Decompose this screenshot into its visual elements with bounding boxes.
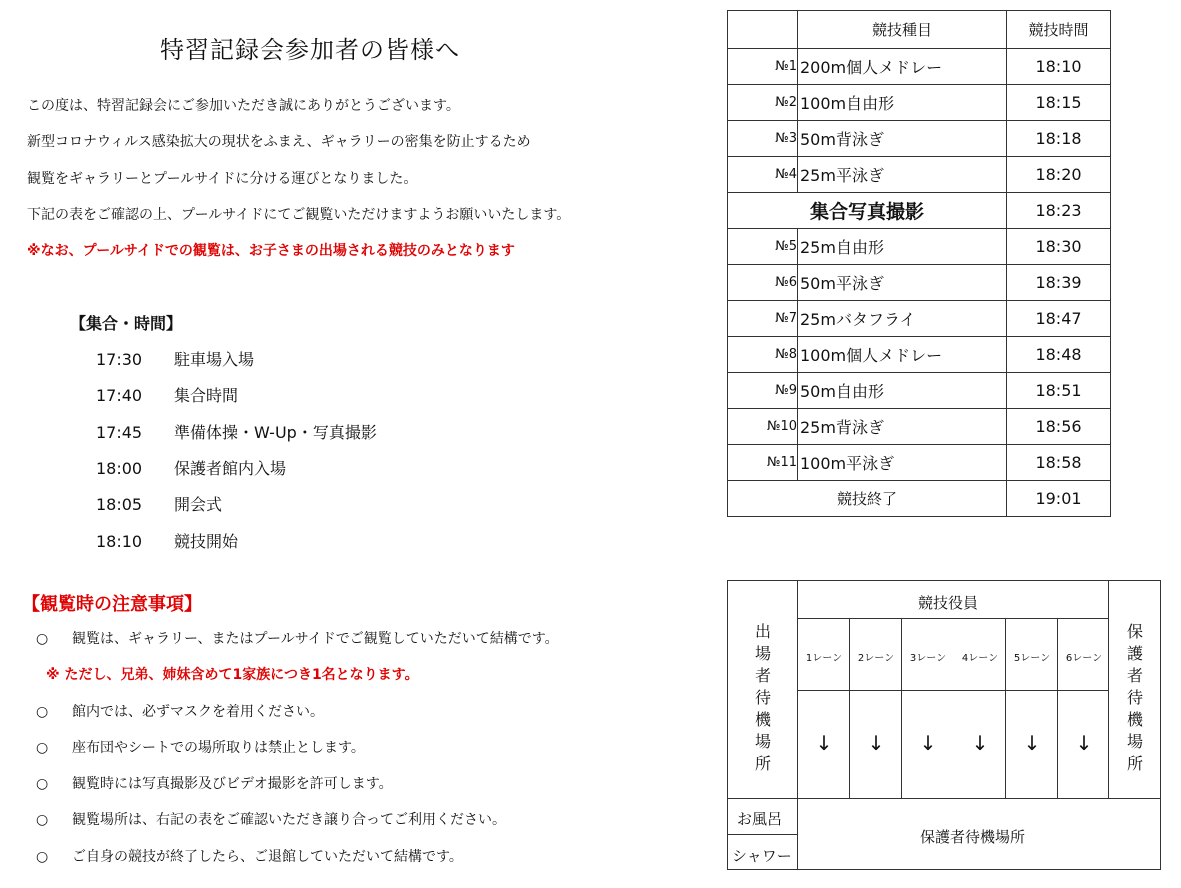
table-row: №1 200m個人メドレー 18:10 bbox=[728, 49, 1111, 85]
down-arrow-icon: ↓ bbox=[867, 731, 885, 755]
events-table bbox=[727, 10, 1111, 517]
circle-bullet-icon: ○ bbox=[36, 776, 49, 792]
down-arrow-icon: ↓ bbox=[919, 731, 937, 755]
down-arrow-icon: ↓ bbox=[971, 731, 989, 755]
note-item: ○ ご自身の競技が終了したら、ご退館していただいて結構です。 bbox=[36, 849, 463, 865]
intro-line-3: 観覧をギャラリーとプールサイドに分ける運びとなりました。 bbox=[27, 171, 418, 187]
lane-label: 1レーン bbox=[805, 653, 843, 664]
down-arrow-icon: ↓ bbox=[1023, 731, 1041, 755]
circle-bullet-icon: ○ bbox=[36, 849, 49, 865]
lane-label: 3レーン bbox=[909, 653, 947, 664]
schedule-row bbox=[96, 383, 238, 406]
schedule-row bbox=[96, 420, 377, 443]
table-row: №7 25mバタフライ 18:47 bbox=[728, 301, 1111, 337]
down-arrow-icon: ↓ bbox=[815, 731, 833, 755]
table-row: №2 100m自由形 18:15 bbox=[728, 85, 1111, 121]
lane-diagram bbox=[727, 580, 1161, 870]
note-item: ○ 観覧場所は、右記の表をご確認いただき譲り合ってご利用ください。 bbox=[36, 812, 506, 828]
intro-line-1: この度は、特習記録会にご参加いただき誠にありがとうございます。 bbox=[27, 98, 460, 114]
athlete-waiting-area: 出 場 者 待 機 場 所 bbox=[754, 622, 771, 773]
table-row: №6 50m平泳ぎ 18:39 bbox=[728, 265, 1111, 301]
table-row: №5 25m自由形 18:30 bbox=[728, 229, 1111, 265]
header-time: 競技時間 bbox=[1007, 11, 1111, 49]
table-row: №9 50m自由形 18:51 bbox=[728, 373, 1111, 409]
note-item: ○ 座布団やシートでの場所取りは禁止とします。 bbox=[36, 740, 365, 756]
schedule-row bbox=[96, 529, 238, 552]
table-row: №11 100m平泳ぎ 18:58 bbox=[728, 445, 1111, 481]
schedule-label: 準備体操・W-Up・写真撮影 bbox=[174, 423, 377, 442]
officials-label: 競技役員 bbox=[918, 594, 979, 612]
lane-label: 5レーン bbox=[1013, 653, 1051, 664]
schedule-label: 保護者館内入場 bbox=[174, 459, 287, 478]
circle-bullet-icon: ○ bbox=[36, 704, 49, 720]
table-row-photo: 集合写真撮影 18:23 bbox=[728, 193, 1111, 229]
schedule-row bbox=[96, 347, 254, 370]
schedule-time: 18:05 bbox=[96, 495, 143, 514]
table-row: №3 50m背泳ぎ 18:18 bbox=[728, 121, 1111, 157]
schedule-label: 競技開始 bbox=[174, 532, 239, 551]
end-label: 競技終了 bbox=[728, 481, 1007, 517]
schedule-label: 駐車場入場 bbox=[174, 350, 255, 369]
schedule-label: 集合時間 bbox=[174, 386, 239, 405]
table-row: №4 25m平泳ぎ 18:20 bbox=[728, 157, 1111, 193]
parent-waiting-area-side: 保 護 者 待 機 場 所 bbox=[1126, 622, 1143, 773]
schedule-time: 17:40 bbox=[96, 386, 143, 405]
table-row: №10 25m背泳ぎ 18:56 bbox=[728, 409, 1111, 445]
schedule-row bbox=[96, 456, 286, 479]
note-item: ○ 観覧は、ギャラリー、またはプールサイドでご観覧していただいて結構です。 bbox=[36, 631, 559, 647]
intro-red-note: ※なお、プールサイドでの観覧は、お子さまの出場される競技のみとなります bbox=[27, 243, 515, 259]
table-row: №8 100m個人メドレー 18:48 bbox=[728, 337, 1111, 373]
schedule-time: 18:00 bbox=[96, 459, 143, 478]
note-red: ※ ただし、兄弟、姉妹含めて1家族につき1名となります。 bbox=[46, 667, 419, 683]
parent-waiting-area: 保護者待機場所 bbox=[920, 828, 1026, 846]
lane-label: 2レーン bbox=[857, 653, 895, 664]
lane-label: 6レーン bbox=[1065, 653, 1103, 664]
schedule-heading: 【集合・時間】 bbox=[70, 314, 183, 333]
shower-label: シャワー bbox=[732, 847, 792, 865]
intro-line-2: 新型コロナウィルス感染拡大の現状をふまえ、ギャラリーの密集を防止するため bbox=[27, 134, 531, 150]
circle-bullet-icon: ○ bbox=[36, 740, 49, 756]
down-arrow-icon: ↓ bbox=[1075, 731, 1093, 755]
intro-line-4: 下記の表をご確認の上、プールサイドにてご観覧いただけますようお願いいたします。 bbox=[27, 207, 571, 223]
lane-label: 4レーン bbox=[961, 653, 999, 664]
header-event: 競技種目 bbox=[798, 11, 1007, 49]
note-item: ○ 館内では、必ずマスクを着用ください。 bbox=[36, 704, 324, 720]
schedule-time: 17:45 bbox=[96, 423, 143, 442]
circle-bullet-icon: ○ bbox=[36, 812, 49, 828]
table-row-end: 競技終了 19:01 bbox=[728, 481, 1111, 517]
circle-bullet-icon: ○ bbox=[36, 631, 49, 647]
photo-label: 集合写真撮影 bbox=[728, 193, 1007, 229]
table-header-row bbox=[728, 11, 1111, 49]
schedule-row bbox=[96, 492, 222, 515]
schedule-label: 開会式 bbox=[174, 495, 223, 514]
note-item: ○ 観覧時には写真撮影及びビデオ撮影を許可します。 bbox=[36, 776, 393, 792]
page-title: 特習記録会参加者の皆様へ bbox=[160, 36, 460, 64]
bath-label: お風呂 bbox=[737, 810, 783, 828]
notes-heading: 【観覧時の注意事項】 bbox=[22, 594, 202, 615]
schedule-time: 17:30 bbox=[96, 350, 143, 369]
schedule-time: 18:10 bbox=[96, 532, 143, 551]
